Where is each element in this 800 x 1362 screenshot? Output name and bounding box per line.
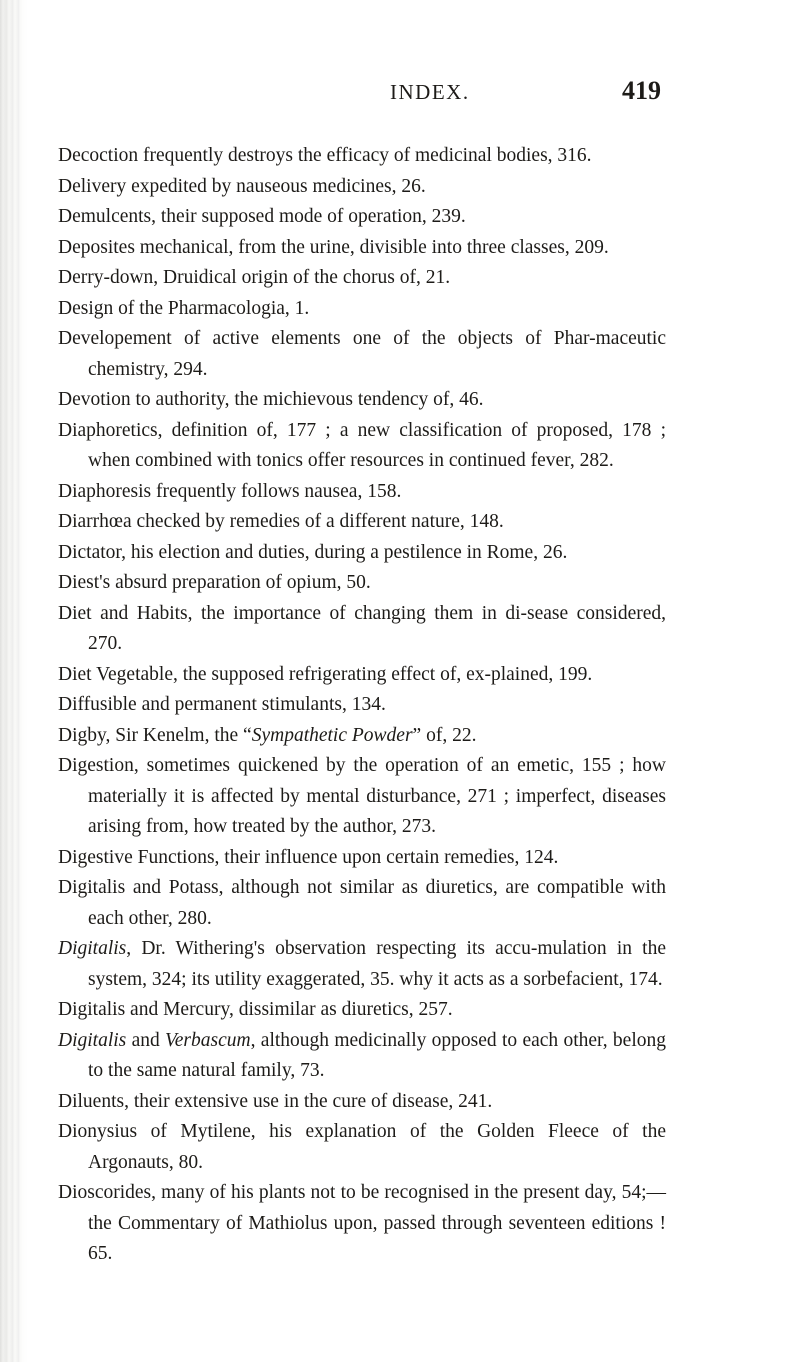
index-entry: Developement of active elements one of the objects of Phar-maceutic chemistry, 294. [58, 328, 666, 380]
index-entry: Decoction frequently destroys the efficacy of medicinal bodies, 316. [58, 145, 592, 166]
index-entry: Digitalis, Dr. Withering's observation respecting its accu-mulation in the system, 324; its utility exaggerated, 35. why it acts as a sorbefacient, 174. [58, 938, 666, 990]
page-number: 419 [622, 76, 661, 105]
running-head [0, 78, 800, 118]
index-entry: Deposites mechanical, from the urine, divisible into three classes, 209. [58, 236, 609, 258]
index-entry: Devotion to authority, the michievous tendency of, 46. [58, 389, 484, 410]
index-entries [58, 141, 666, 1270]
index-entry: Diaphoretics, definition of, 177 ; a new classification of proposed, 178 ; when combined with tonics offer resources in continued fever, 282. [58, 419, 666, 471]
index-entry: Diet and Habits, the importance of changing them in di-sease considered, 270. [58, 602, 666, 654]
index-entry: Digitalis and Mercury, dissimilar as diuretics, 257. [58, 999, 453, 1020]
index-entry: Diaphoresis frequently follows nausea, 158. [58, 480, 402, 502]
index-entry: Dictator, his election and duties, during a pestilence in Rome, 26. [58, 541, 568, 563]
index-entry: Delivery expedited by nauseous medicines, 26. [58, 175, 426, 197]
index-entry: Diffusible and permanent stimulants, 134. [58, 694, 386, 715]
index-entry: Digestion, sometimes quickened by the operation of an emetic, 155 ; how materially it is affected by mental disturbance, 271 ; imperfect, diseases arising from, how treated by the author, 273. [58, 755, 666, 837]
index-entry: Diarrhœa checked by remedies of a different nature, 148. [58, 511, 504, 532]
index-entry: Demulcents, their supposed mode of operation, 239. [58, 206, 466, 227]
index-entry: Digestive Functions, their influence upon certain remedies, 124. [58, 846, 559, 868]
index-entry: Diluents, their extensive use in the cure of disease, 241. [58, 1090, 493, 1112]
index-entry: Diest's absurd preparation of opium, 50. [58, 572, 371, 593]
index-entry: Digitalis and Potass, although not similar as diuretics, are compatible with each other, 280. [58, 877, 666, 929]
index-entry: Design of the Pharmacologia, 1. [58, 297, 310, 319]
index-entry: Derry-down, Druidical origin of the chorus of, 21. [58, 267, 451, 288]
index-entry: Digitalis and Verbascum, although medicinally opposed to each other, belong to the same natural family, 73. [58, 1029, 667, 1081]
index-entry: Dionysius of Mytilene, his explanation of the Golden Fleece of the Argonauts, 80. [58, 1121, 666, 1173]
page-binding-edge [0, 0, 22, 1362]
index-heading: INDEX. [390, 80, 470, 104]
index-entry: Digby, Sir Kenelm, the “Sympathetic Powder” of, 22. [58, 724, 477, 746]
index-entry: Diet Vegetable, the supposed refrigerating effect of, ex-plained, 199. [58, 663, 593, 685]
index-entry: Dioscorides, many of his plants not to be recognised in the present day, 54;—the Commentary of Mathiolus upon, passed through seventeen editions ! 65. [58, 1182, 666, 1264]
